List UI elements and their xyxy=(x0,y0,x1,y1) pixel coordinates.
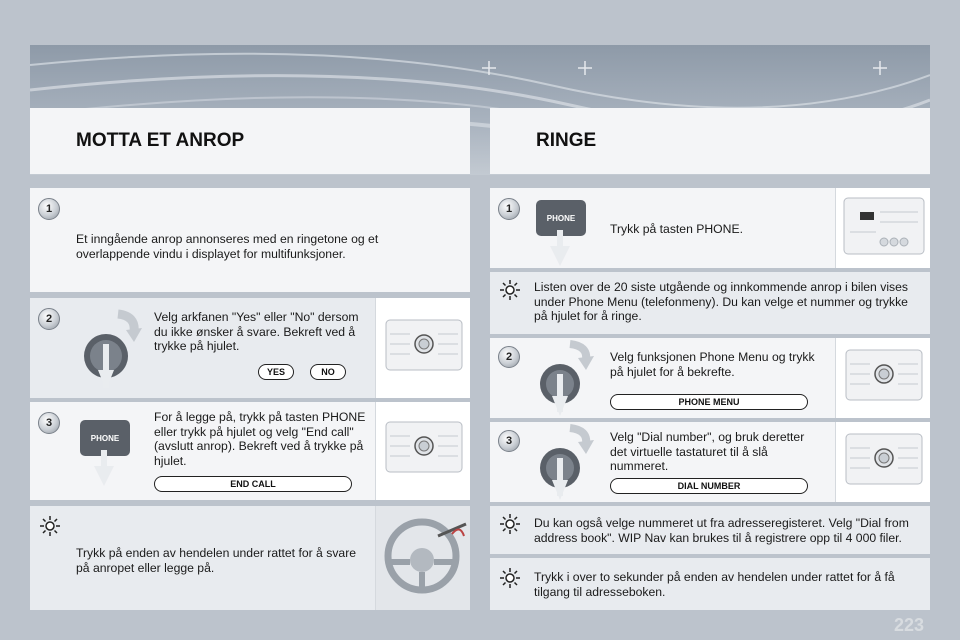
no-button[interactable]: NO xyxy=(310,364,346,380)
right-step-2-panel xyxy=(490,338,930,418)
step-number-badge: 2 xyxy=(38,308,60,330)
dashboard-thumbnail xyxy=(835,338,930,418)
phone-menu-button[interactable]: PHONE MENU xyxy=(610,394,808,410)
left-step-2-panel xyxy=(30,298,470,398)
right-tip-1-panel xyxy=(490,272,930,334)
dial-number-button[interactable]: DIAL NUMBER xyxy=(610,478,808,494)
step-number-badge: 1 xyxy=(498,198,520,220)
heading-text: MOTTA ET ANROP xyxy=(76,130,245,151)
step-number-badge: 1 xyxy=(38,198,60,220)
tip-sun-icon xyxy=(500,568,520,588)
page-number: 223 xyxy=(893,615,924,635)
tip-text: Listen over de 20 siste utgående og innkommende anrop i bilen vises under Phone Menu (telefonmeny). Du kan velge et nummer og trykke på hjulet for å ringe. xyxy=(534,280,908,323)
tip-sun-icon xyxy=(40,516,60,536)
press-arrow-icon xyxy=(550,230,570,266)
tip-text: Trykk på enden av hendelen under rattet for å svare på anropet eller legge på. xyxy=(76,546,357,575)
tip-sun-icon xyxy=(500,514,520,534)
step-text: For å legge på, trykk på tasten PHONE eller trykk på hjulet og velg "End call" (avslutt anrop). Bekreft ved å trykke på hjulet. xyxy=(154,410,366,468)
right-tip-3-panel xyxy=(490,558,930,610)
right-tip-2-panel xyxy=(490,506,930,554)
heading-text: RINGE xyxy=(536,130,597,151)
left-tip-panel xyxy=(30,506,470,610)
press-arrow-icon xyxy=(94,450,114,486)
dashboard-thumbnail xyxy=(375,402,470,500)
rotary-knob-icon xyxy=(530,338,600,418)
yes-button[interactable]: YES xyxy=(258,364,294,380)
rotary-knob-icon xyxy=(76,306,146,392)
tip-text: Du kan også velge nummeret ut fra adresseregisteret. Velg "Dial from address book". WIP Nav kan brukes til å registrere opp til 4 000 filer. xyxy=(534,516,909,545)
dashboard-thumbnail xyxy=(835,188,930,268)
left-step-3-panel xyxy=(30,402,470,500)
steering-wheel-thumbnail xyxy=(375,506,470,610)
step-number-badge: 3 xyxy=(498,430,520,452)
end-call-button[interactable]: END CALL xyxy=(154,476,352,492)
left-step-1-panel xyxy=(30,188,470,292)
step-text: Velg "Dial number", og bruk deretter det virtuelle tastaturet til å slå nummeret. xyxy=(610,430,805,473)
section-title-receive-call xyxy=(30,108,470,174)
dashboard-thumbnail xyxy=(375,298,470,398)
step-number-badge: 3 xyxy=(38,412,60,434)
section-title-make-call xyxy=(490,108,930,174)
phone-key: PHONE xyxy=(536,200,586,236)
right-step-1-panel xyxy=(490,188,930,268)
step-text: Trykk på tasten PHONE. xyxy=(610,222,743,236)
step-text: Velg funksjonen Phone Menu og trykk på hjulet for å bekrefte. xyxy=(610,350,815,379)
step-text: Et inngående anrop annonseres med en ringetone og et overlappende vindu i displayet for multifunksjoner. xyxy=(76,232,379,261)
dashboard-thumbnail xyxy=(835,422,930,502)
step-text: Velg arkfanen "Yes" eller "No" dersom du ikke ønsker å svare. Bekreft ved å trykke på hjulet. xyxy=(154,310,359,353)
right-step-3-panel xyxy=(490,422,930,502)
tip-sun-icon xyxy=(500,280,520,300)
rotary-knob-icon xyxy=(530,422,600,502)
step-number-badge: 2 xyxy=(498,346,520,368)
phone-key: PHONE xyxy=(80,420,130,456)
tip-text: Trykk i over to sekunder på enden av hendelen under rattet for å få tilgang til adresseboken. xyxy=(534,570,895,599)
